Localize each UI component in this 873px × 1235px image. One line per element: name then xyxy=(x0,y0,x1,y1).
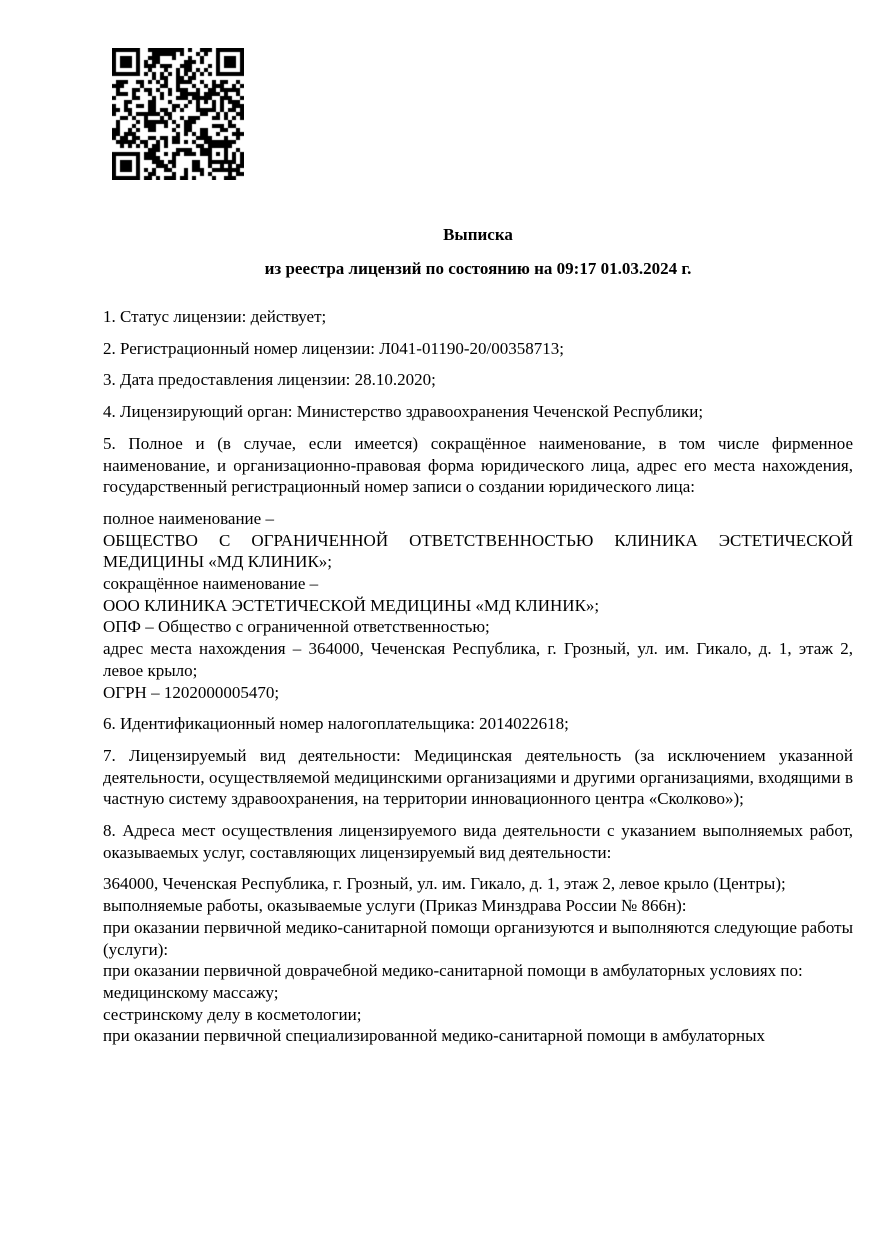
licensing-authority-line: 4. Лицензирующий орган: Министерство здравоохранения Чеченской Республики; xyxy=(103,402,704,422)
activity-address-line: 364000, Чеченская Республика, г. Грозный, ул. им. Гикало, д. 1, этаж 2, левое крыло (Центры); xyxy=(103,874,786,894)
works-services-line: выполняемые работы, оказываемые услуги (Приказ Минздрава России № 866н): xyxy=(103,896,687,916)
inn-line: 6. Идентификационный номер налогоплательщика: 2014022618; xyxy=(103,714,569,734)
full-name-line: ОБЩЕСТВО С ОГРАНИЧЕННОЙ ОТВЕТСТВЕННОСТЬЮ КЛИНИКА ЭСТЕТИЧЕСКОЙ МЕДИЦИНЫ «МД КЛИНИК»; xyxy=(103,530,853,572)
pre-medical-care-line: при оказании первичной доврачебной медико-санитарной помощи в амбулаторных условиях по: xyxy=(103,961,803,981)
works-intro-line: при оказании первичной медико-санитарной помощи организуются и выполняются следующие работы (услуги): xyxy=(103,917,853,959)
grant-date-line: 3. Дата предоставления лицензии: 28.10.2020; xyxy=(103,370,436,390)
activity-type-line: 7. Лицензируемый вид деятельности: Медицинская деятельность (за исключением указанной деятельности, осуществляемой медицинскими организациями и другими организациями, входящими в частную систему здравоохранения, на территории инновационного центра «Сколково»); xyxy=(103,745,853,809)
opf-line: ОПФ – Общество с ограниченной ответственностью; xyxy=(103,617,490,637)
entity-details-block xyxy=(103,508,853,703)
document-title: Выписка xyxy=(443,225,513,244)
activities-block xyxy=(103,873,853,1047)
license-status-line: 1. Статус лицензии: действует; xyxy=(103,307,327,326)
registration-number-line: 2. Регистрационный номер лицензии: Л041-01190-20/00358713; xyxy=(103,338,564,358)
specialized-care-line: при оказании первичной специализированной медико-санитарной помощи в амбулаторных xyxy=(103,1026,766,1046)
document-subtitle: из реестра лицензий по состоянию на 09:17 01.03.2024 г. xyxy=(264,259,692,278)
short-name-line: ООО КЛИНИКА ЭСТЕТИЧЕСКОЙ МЕДИЦИНЫ «МД КЛИНИК»; xyxy=(103,595,600,615)
addresses-heading-line: 8. Адреса мест осуществления лицензируемого вида деятельности с указанием выполняемых работ, оказываемых услуг, составляющих лицензируемый вид деятельности: xyxy=(103,821,853,862)
entity-address-line: адрес места нахождения – 364000, Чеченская Республика, г. Грозный, ул. им. Гикало, д. 1, этаж 2, левое крыло; xyxy=(103,639,853,680)
nursing-cosmetology-line: сестринскому делу в косметологии; xyxy=(103,1004,362,1024)
ogrn-line: ОГРН – 1202000005470; xyxy=(103,682,280,702)
medical-massage-line: медицинскому массажу; xyxy=(103,982,279,1002)
entity-heading-line: 5. Полное и (в случае, если имеется) сокращённое наименование, в том числе фирменное наименование, и организационно-правовая форма юридического лица, адрес его места нахождения, государственный регистрационный номер записи о создании юридического лица: xyxy=(103,433,853,497)
short-name-label: сокращённое наименование – xyxy=(103,574,319,594)
qr-code xyxy=(112,48,244,180)
full-name-label: полное наименование – xyxy=(103,508,274,528)
document-body xyxy=(103,306,853,1047)
